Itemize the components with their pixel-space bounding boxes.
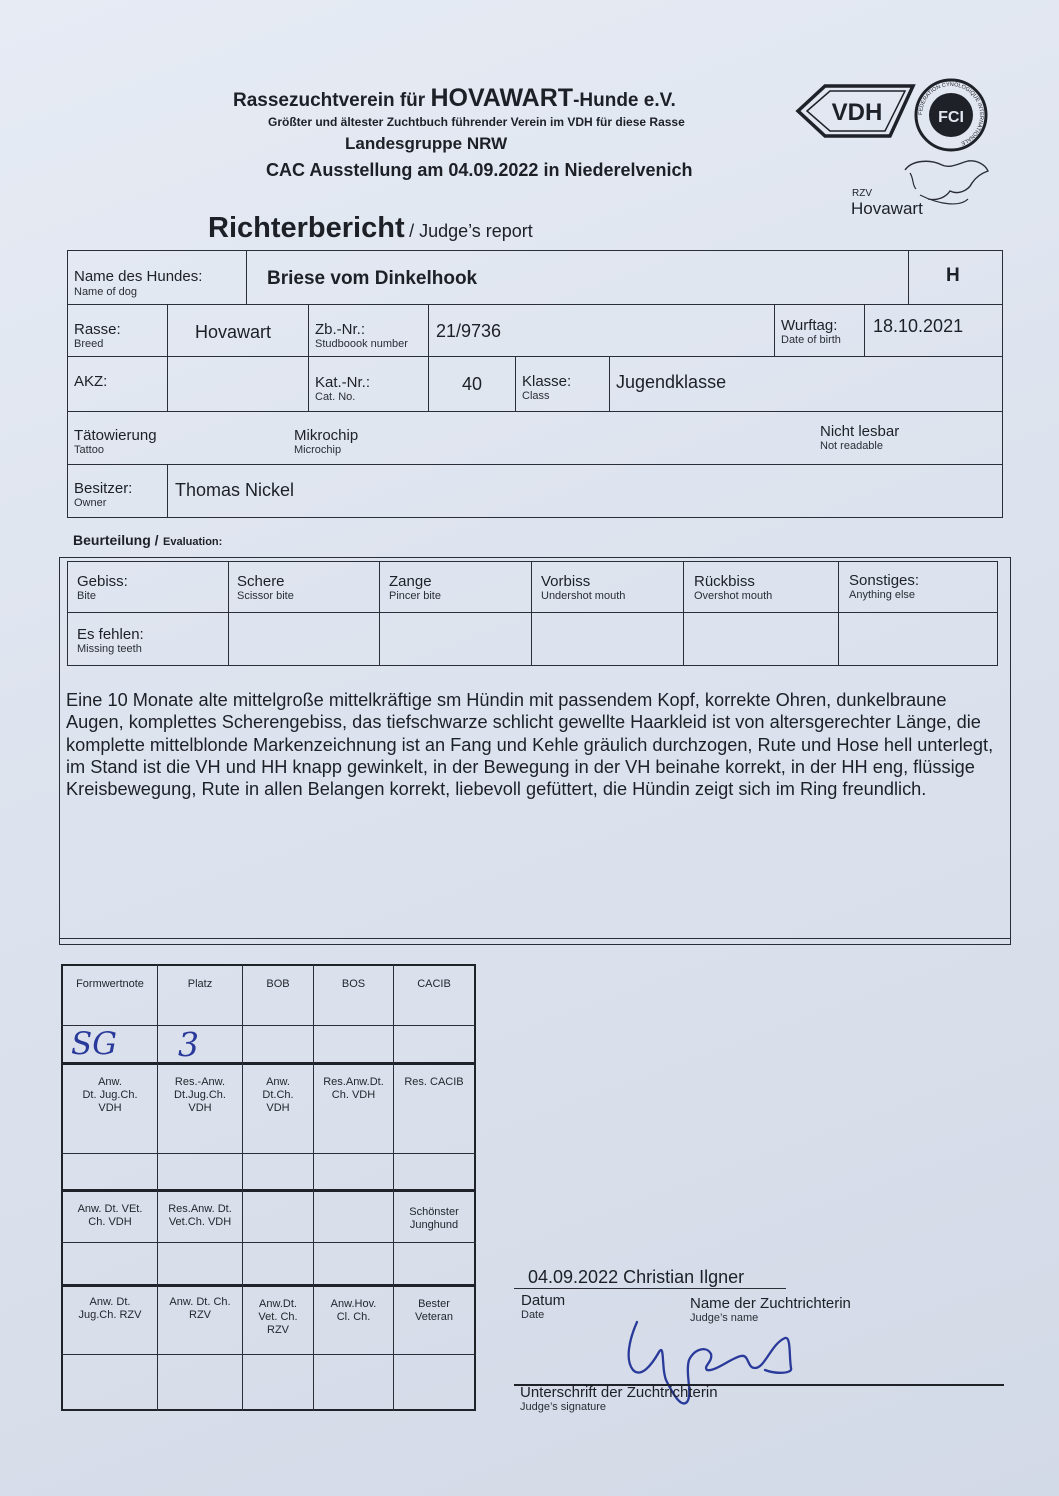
owner-label-en: Owner: [74, 497, 107, 509]
judge-name-label-en: Judge’s name: [690, 1312, 759, 1324]
date-label: Datum: [521, 1292, 566, 1309]
evaluation-label: Beurteilung /: [73, 532, 159, 548]
bite-option-scissor-en: Scissor bite: [237, 590, 294, 602]
award-r2-c3: Anw. Dt.Ch. VDH: [262, 1076, 294, 1114]
award-r3-c1: Anw. Dt. VEt. Ch. VDH: [77, 1203, 143, 1228]
name-label: Name des Hundes:: [74, 268, 203, 285]
award-r3-c5: Schönster Junghund: [409, 1206, 459, 1231]
vdh-logo: [795, 82, 917, 140]
grade-header-bob: BOB: [266, 978, 290, 990]
unreadable-label: Nicht lesbar: [820, 423, 900, 440]
evaluation-label-en: Evaluation:: [163, 536, 223, 548]
award-r2-c4: Res.Anw.Dt. Ch. VDH: [323, 1076, 384, 1101]
award-r2-c5: Res. CACIB: [404, 1076, 464, 1088]
org-title: [233, 84, 676, 113]
report-title: [208, 212, 533, 245]
class-label-en: Class: [522, 390, 550, 402]
evaluation-heading: [73, 532, 222, 550]
group-title: Landesgruppe NRW: [345, 134, 508, 153]
breed-label-en: Breed: [74, 338, 104, 350]
akz-label: AKZ:: [74, 373, 108, 390]
award-r4-c4: Anw.Hov. Cl. Ch.: [330, 1298, 377, 1323]
grade-header-cacib: CACIB: [417, 978, 451, 990]
event-title: CAC Ausstellung am 04.09.2022 in Niederelvenich: [266, 160, 693, 180]
class-label: Klasse:: [522, 373, 572, 390]
signature-label: Unterschrift der Zuchtrichterin: [520, 1384, 718, 1401]
studbook-label: Zb.-Nr.:: [315, 321, 366, 338]
tattoo-label: Tätowierung: [74, 427, 157, 444]
org-subtitle: Größter und ältester Zuchtbuch führender Verein im VDH für diese Rasse: [268, 115, 685, 129]
unreadable-label-en: Not readable: [820, 440, 883, 452]
award-r4-c3: Anw.Dt. Vet. Ch. RZV: [258, 1298, 298, 1336]
dob-label: Wurftag:: [781, 317, 838, 334]
rzv-logo: [850, 155, 995, 220]
bite-option-other-en: Anything else: [849, 589, 916, 601]
vdh-logo-text: VDH: [831, 99, 883, 126]
dob-label-en: Date of birth: [781, 334, 841, 346]
fci-logo-text: FCI: [938, 109, 964, 126]
breed-label: Rasse:: [74, 321, 121, 338]
dog-sex: H: [946, 265, 960, 286]
grade-header-formwert: Formwertnote: [76, 978, 144, 990]
bite-option-pincer: Zange: [389, 573, 432, 590]
date-label-en: Date: [521, 1309, 545, 1321]
signature-label-en: Judge’s signature: [520, 1401, 607, 1413]
cat-value: 40: [462, 374, 483, 394]
chip-label: Mikrochip: [294, 427, 359, 444]
award-r4-c5: Bester Veteran: [415, 1298, 453, 1323]
tattoo-label-en: Tattoo: [74, 444, 104, 456]
bite-option-overshot: Rückbiss: [694, 573, 755, 590]
fci-logo: [913, 77, 989, 153]
fci-ring-text: FEDERATION CYNOLOGIQUE INTERNATIONALE: [917, 81, 985, 147]
bite-option-scissor: Schere: [237, 573, 285, 590]
cat-label: Kat.-Nr.:: [315, 374, 371, 391]
award-r3-c2: Res.Anw. Dt. Vet.Ch. VDH: [168, 1203, 232, 1228]
award-r4-c2: Anw. Dt. Ch. RZV: [169, 1296, 231, 1321]
org-title-prefix: Rassezuchtverein für: [233, 90, 426, 111]
bite-option-undershot-en: Undershot mouth: [541, 590, 626, 602]
studbook-value: 21/9736: [436, 321, 502, 341]
org-title-name: HOVAWART: [430, 84, 574, 112]
award-r2-c2: Res.-Anw. Dt.Jug.Ch. VDH: [174, 1076, 226, 1114]
missing-teeth-label: Es fehlen:: [77, 626, 144, 643]
bite-option-pincer-en: Pincer bite: [389, 590, 441, 602]
rzv-name: Hovawart: [851, 199, 923, 218]
award-r2-c1: Anw. Dt. Jug.Ch. VDH: [82, 1076, 138, 1114]
owner-value: Thomas Nickel: [175, 480, 295, 500]
bite-option-overshot-en: Overshot mouth: [694, 590, 773, 602]
bite-option-other: Sonstiges:: [849, 572, 920, 589]
grade-header-bos: BOS: [341, 978, 366, 990]
class-value: Jugendklasse: [616, 372, 727, 392]
bite-label: Gebiss:: [77, 573, 128, 590]
dob-value: 18.10.2021: [873, 316, 964, 336]
grade-header-platz: Platz: [187, 978, 213, 990]
award-r4-c1: Anw. Dt. Jug.Ch. RZV: [78, 1296, 142, 1321]
org-title-suffix: -Hunde e.V.: [573, 90, 676, 111]
bite-label-en: Bite: [77, 590, 96, 602]
report-text: Eine 10 Monate alte mittelgroße mittelkräftige sm Hündin mit passendem Kopf, korrekte Ohren, dunkelbraune Augen, komplettes Scherengebiss, das tiefschwarze schlicht gewellte Haarkleid ist von altersgerechter Länge, die komplette mittelblonde Markenzeichnung ist an Fang und Kehle gräulich durchzogen, Rute und Hose hell unterlegt, im Stand ist die VH und HH knapp gewinkelt, in der Bewegung in der VH beinahe korrekt, in der HH eng, flüssige Kreisbewegung, Rute in allen Belangen korrekt, liebevoll gefüttert, die Hündin zeigt sich im Ring freundlich.: [66, 690, 994, 800]
rzv-small: RZV: [852, 188, 872, 199]
place-value: 3: [178, 1025, 199, 1064]
date-judge-value: 04.09.2022 Christian Ilgner: [528, 1267, 745, 1287]
cat-label-en: Cat. No.: [315, 391, 356, 403]
grade-value: SG: [71, 1026, 118, 1062]
owner-label: Besitzer:: [74, 480, 133, 497]
report-title-en: / Judge’s report: [409, 221, 533, 241]
bite-option-undershot: Vorbiss: [541, 573, 591, 590]
breed-value: Hovawart: [195, 322, 272, 342]
name-label-en: Name of dog: [74, 286, 137, 298]
report-title-de: Richterbericht: [208, 212, 405, 244]
judge-name-label: Name der Zuchtrichterin: [690, 1295, 851, 1312]
studbook-label-en: Studboook number: [315, 338, 408, 350]
chip-label-en: Microchip: [294, 444, 342, 456]
missing-teeth-label-en: Missing teeth: [77, 643, 142, 655]
dog-name: Briese vom Dinkelhook: [267, 268, 478, 289]
